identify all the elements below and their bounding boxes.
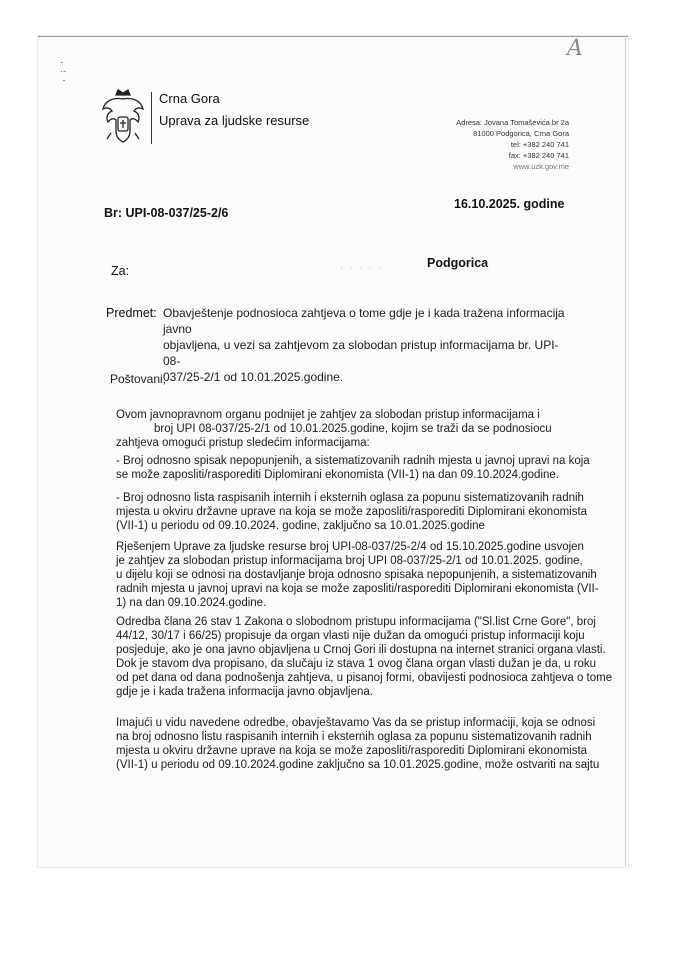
paragraph-line: od pet dana od dana podnošenja zahtjeva, u pisanoj formi, obavijesti podnosioca zahtjeva o tome (116, 672, 613, 684)
paragraph-line: Ovom javnopravnom organu podnijet je zahtjev za slobodan pristup informacijama i (116, 409, 540, 421)
handwritten-mark: A (567, 36, 583, 61)
address-city: 81000 Podgorica, Crna Gora (473, 129, 569, 138)
paragraph-line: zahtjeva omogući pristup sledećim informacijama: (116, 437, 370, 449)
coat-of-arms-icon (99, 87, 147, 145)
paragraph-line: mjesta u okviru državne uprave na koja se može zaposliti/rasporediti Diplomirani ekonomista (116, 506, 588, 518)
header-divider (151, 92, 152, 144)
address-tel: tel: +382 240 741 (510, 140, 569, 149)
paragraph-line: na broj odnosno listu raspisanih internih i eksternih oglasa za popunu sistematizovanih radnih (116, 731, 592, 743)
paragraph-line: (VII-1) u periodu od 09.10.2024. godine, zaključno sa 10.01.2025.godine (116, 520, 485, 532)
paragraph-line: posjeduje, ako je ona javno objavljena u Crnoj Gori ili dostupna na internet stranici organa vlasti. (116, 644, 606, 656)
paragraph-line: - Broj odnosno lista raspisanih internih i eksternih oglasa za popunu sistematizovanih radnih (116, 492, 584, 504)
paragraph-line: Rješenjem Uprave za ljudske resurse broj UPI-08-037/25-2/4 od 15.10.2025.godine usvojen (116, 541, 584, 553)
subject-line: Obavještenje podnosioca zahtjeva o tome gdje je i kada tražena informacija javno (163, 306, 565, 336)
paragraph-decision (116, 540, 599, 610)
subject-label: Predmet: (106, 306, 157, 320)
scan-marks: - ·- - (60, 57, 66, 85)
paragraph-line: gdje je i kada tražena informacija javno objavljena. (116, 686, 373, 698)
redacted-recipient: · · · · · (340, 263, 383, 273)
paragraph-line: 1) na dan 09.10.2024.godine. (116, 597, 267, 609)
recipient-label: Za: (111, 264, 130, 278)
subject-line: 037/25-2/1 od 10.01.2025.godine. (163, 370, 344, 384)
paragraph-line: u dijelu koji se odnosi na dostavljanje broja odnosno spisaka nepopunjenih, a sistematizovanih (116, 569, 597, 581)
paragraph-line: Odredba člana 26 stav 1 Zakona o slobodnom pristupu informacijama ("Sl.list Crne Gore", broj (116, 616, 596, 628)
paragraph-law (116, 615, 613, 699)
paragraph-line: je zahtjev za slobodan pristup informacijama broj UPI 08-037/25-2/1 od 10.01.2025. godine, (116, 555, 583, 567)
paragraph-request (116, 408, 582, 450)
paragraph-line: radnih mjesta u javnoj upravi na koja se može zaposliti/rasporediti Diplomirani ekonomista (VII- (116, 583, 599, 595)
page-edge (625, 36, 626, 866)
org-name: Uprava za ljudske resurse (159, 113, 310, 128)
org-country: Crna Gora (159, 91, 220, 106)
paragraph-line: 44/12, 30/17 i 66/25) propisuje da organ vlasti nije dužan da omogući pristup informaciji koju (116, 630, 585, 642)
paragraph-line: broj UPI 08-037/25-2/1 od 10.01.2025.godine, kojim se traži da se podnosiocu (154, 423, 552, 435)
greeting: Poštovani, (110, 372, 167, 386)
paragraph-line: Imajući u vidu navedene odredbe, obavještavamo Vas da se pristup informaciji, koja se odnosi (116, 717, 596, 729)
address-fax: fax: +382 240 741 (508, 151, 569, 160)
paragraph-notice (116, 716, 600, 772)
document-date: 16.10.2025. godine (454, 197, 565, 211)
paragraph-item-1 (116, 454, 590, 482)
paragraph-line: Dok je stavom dva propisano, da slučaju iz stava 1 ovog člana organ vlasti dužan je da, u roku (116, 658, 597, 670)
subject-line: objavljena, u vezi sa zahtjevom za slobodan pristup informacijama br. UPI-08- (163, 338, 559, 368)
paragraph-item-2 (116, 491, 588, 533)
paragraph-line: se može zaposliti/rasporediti Diplomirani ekonomista (VII-1) na dan 09.10.2024.godine. (116, 469, 559, 481)
recipient-city: Podgorica (427, 256, 489, 270)
address-web: www.uzk.gov.me (513, 162, 569, 171)
paragraph-line: (VII-1) u periodu od 09.10.2024.godine zaključno sa 10.01.2025.godine, može ostvariti na sajtu (116, 759, 600, 771)
paragraph-line: mjesta u okviru državne uprave na koja se može zaposliti/rasporediti Diplomirani ekonomista (116, 745, 588, 757)
paragraph-line: - Broj odnosno spisak nepopunjenih, a sistematizovanih radnih mjesta u javnoj upravi na koja (116, 455, 590, 467)
address-street: Adresa: Jovana Tomaševića br 2a (456, 118, 569, 127)
subject-text (163, 305, 573, 385)
reference-number: Br: UPI-08-037/25-2/6 (104, 206, 229, 220)
